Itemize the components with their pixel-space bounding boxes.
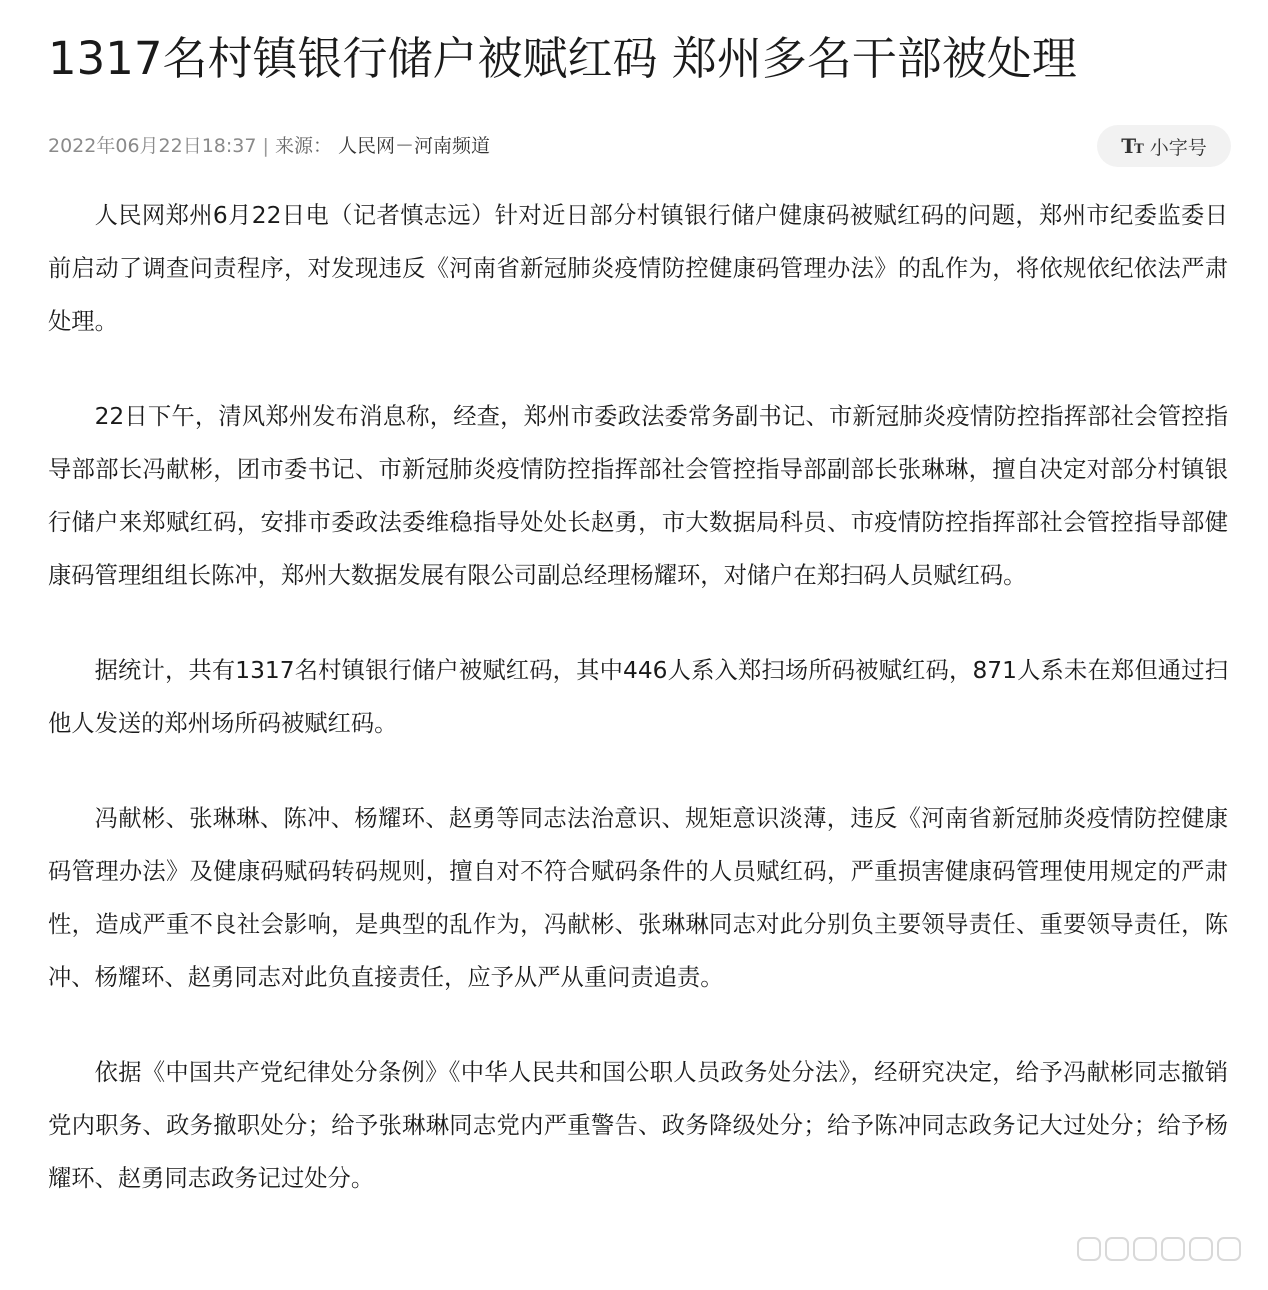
font-size-toggle-button[interactable]: [1097, 125, 1231, 167]
meta-line: [48, 131, 490, 161]
meta-separator: |: [262, 135, 269, 157]
source-label: 来源：: [274, 135, 332, 157]
paragraph: 依据《中国共产党纪律处分条例》《中华人民共和国公职人员政务处分法》，经研究决定，给予冯献彬同志撤销党内职务、政务撤职处分；给予张琳琳同志党内严重警告、政务降级处分；给予陈冲同志政务记大过处分；给予杨耀环、赵勇同志政务记过处分。: [48, 1059, 1228, 1192]
watermark-icon: [1076, 1234, 1254, 1264]
source-name: 人民网－河南频道: [338, 135, 491, 157]
paragraph: 人民网郑州6月22日电（记者慎志远）针对近日部分村镇银行储户健康码被赋红码的问题，郑州市纪委监委日前启动了调查问责程序，对发现违反《河南省新冠肺炎疫情防控健康码管理办法》的乱作为，将依规依纪依法严肃处理。: [48, 202, 1228, 335]
paragraph: 22日下午，清风郑州发布消息称，经查，郑州市委政法委常务副书记、市新冠肺炎疫情防控指挥部社会管控指导部部长冯献彬，团市委书记、市新冠肺炎疫情防控指挥部社会管控指导部副部长张琳琳，擅自决定对部分村镇银行储户来郑赋红码，安排市委政法委维稳指导处处长赵勇，市大数据局科员、市疫情防控指挥部社会管控指导部健康码管理组组长陈冲，郑州大数据发展有限公司副总经理杨耀环，对储户在郑扫码人员赋红码。: [48, 403, 1228, 589]
article: [48, 0, 1228, 1205]
article-title: 1317名村镇银行储户被赋红码 郑州多名干部被处理: [48, 32, 1077, 85]
text-size-icon: TT: [1121, 134, 1142, 158]
publish-date: 2022年06月22日18:37: [48, 135, 257, 157]
paragraph: 冯献彬、张琳琳、陈冲、杨耀环、赵勇等同志法治意识、规矩意识淡薄，违反《河南省新冠肺炎疫情防控健康码管理办法》及健康码赋码转码规则，擅自对不符合赋码条件的人员赋红码，严重损害健康码管理使用规定的严肃性，造成严重不良社会影响，是典型的乱作为，冯献彬、张琳琳同志对此分别负主要领导责任、重要领导责任，陈冲、杨耀环、赵勇同志对此负直接责任，应予从严从重问责追责。: [48, 805, 1228, 991]
article-body: [48, 189, 1228, 1205]
article-meta: [48, 125, 1228, 169]
font-toggle-label: 小字号: [1149, 136, 1207, 159]
paragraph: 据统计，共有1317名村镇银行储户被赋红码，其中446人系入郑扫场所码被赋红码，871人系未在郑但通过扫他人发送的郑州场所码被赋红码。: [48, 657, 1228, 737]
